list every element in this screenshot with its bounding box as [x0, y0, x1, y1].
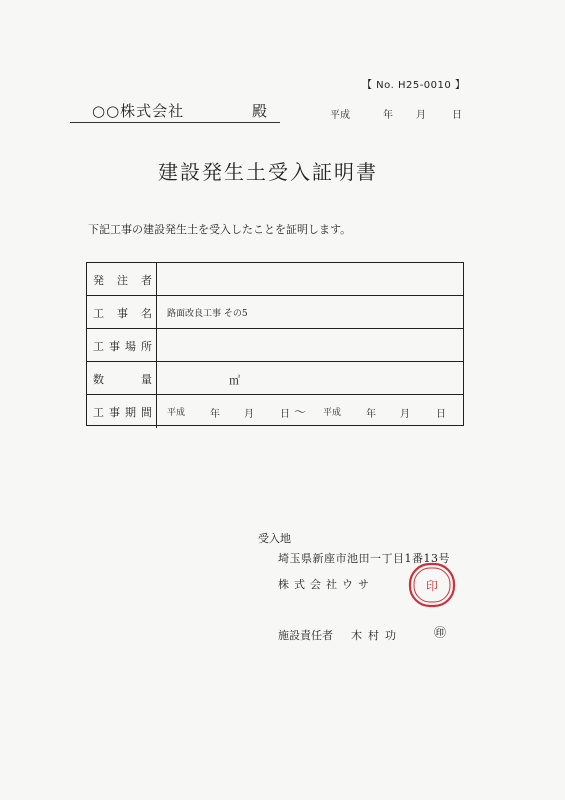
manager-name: 木村功	[351, 629, 402, 642]
company-seal-text: 印	[425, 579, 439, 593]
work-name-label: 工 事 名	[87, 296, 157, 328]
site-label: 工 事 場 所	[87, 329, 157, 361]
issue-date-day: 日	[452, 110, 462, 121]
site-value	[157, 329, 463, 361]
receiver-label: 受入地	[258, 532, 291, 545]
quantity-value	[157, 362, 463, 394]
client-value	[157, 263, 463, 295]
personal-seal-mark: ㊞	[433, 625, 447, 639]
row-quantity	[87, 362, 463, 395]
period-value: 平成 年 月 日 〜 平成 年 月 日	[167, 405, 446, 420]
receiver-address: 埼玉県新座市池田一丁目1番13号	[278, 552, 450, 565]
period-label: 工 事 期 間	[87, 395, 157, 428]
addressee-company: ○○株式会社	[92, 102, 185, 120]
client-label: 発 注 者	[87, 263, 157, 295]
document-title: 建設発生土受入証明書	[158, 160, 378, 184]
row-site	[87, 329, 463, 362]
addressee-honorific: 殿	[252, 102, 268, 120]
work-name-value: 路面改良工事 その5	[167, 309, 248, 319]
certification-statement: 下記工事の建設発生土を受入したことを証明します。	[88, 223, 352, 236]
issue-date-year: 年	[383, 110, 393, 121]
row-work-name	[87, 296, 463, 329]
manager-label: 施設責任者	[278, 629, 333, 642]
row-period	[87, 395, 463, 428]
quantity-label: 数 量	[87, 362, 157, 394]
personal-seal-icon	[433, 625, 447, 639]
document-number: 【 No. H25-0010 】	[362, 80, 466, 91]
row-client	[87, 263, 463, 296]
details-table	[86, 262, 464, 426]
quantity-unit: ㎥	[229, 374, 240, 387]
company-seal-icon	[408, 562, 456, 608]
addressee	[70, 100, 280, 123]
issue-date-era: 平成	[330, 110, 350, 121]
issue-date-month: 月	[416, 110, 426, 121]
receiver-company: 株式会社ウサ	[278, 578, 374, 591]
